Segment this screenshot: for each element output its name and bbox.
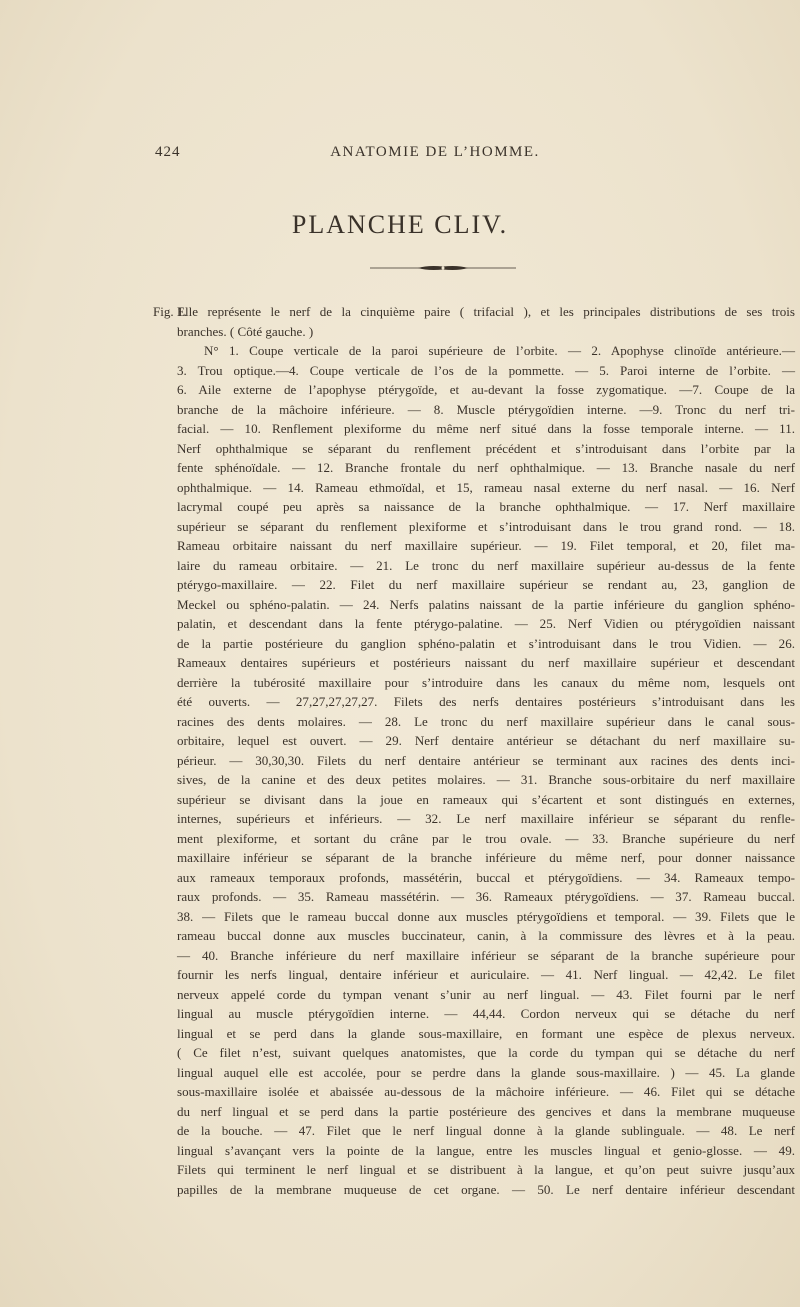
text-line: N° 1. Coupe verticale de la paroi supérieure de l’orbite. — 2. Apophyse clinoïde antérieure.—: [204, 343, 795, 358]
page-number: 424: [155, 144, 181, 160]
text-line: Rameau orbitaire naissant du nerf maxillaire supérieur. — 19. Filet temporal, et 20, filet ma-: [177, 538, 795, 553]
text-line: Elle représente le nerf de la cinquième paire ( trifacial ), et les principales distributions de ses trois: [177, 304, 795, 319]
text-line: ophthalmique. — 14. Rameau ethmoïdal, et 15, rameau nasal externe du nerf nasal. — 16. Nerf: [177, 479, 795, 495]
text-line: aux rameaux temporaux profonds, massétérin, buccal et ptérygoïdiens. — 34. Rameaux tempo-: [177, 869, 795, 885]
text-line: branche de la mâchoire inférieure. — 8. Muscle ptérygoïdien interne. —9. Tronc du nerf tri-: [177, 401, 795, 417]
text-line: Nerf ophthalmique se séparant du renflement précédent et s’introduisant dans l’orbite par la: [177, 440, 795, 456]
text-line: ( Ce filet n’est, suivant quelques anatomistes, que la corde du tympan qui se détache du nerf: [177, 1045, 795, 1060]
title-rule-ornament: [370, 264, 516, 272]
text-line: internes, supérieurs et inférieurs. — 32. Le nerf maxillaire inférieur se séparant du renfle-: [177, 811, 795, 826]
text-line: derrière la tubérosité maxillaire pour s’introduire dans les canaux du même nom, lesquels ont: [177, 674, 795, 690]
text-line: — 40. Branche inférieure du nerf maxillaire inférieur se séparant de la branche supérieure pour: [177, 947, 795, 963]
text-line: lingual et se perd dans la glande sous-maxillaire, en formant une espèce de plexus nerveux.: [177, 1025, 795, 1041]
plate-title: PLANCHE CLIV.: [291, 210, 509, 239]
text-line: du nerf lingual et se perd dans la partie postérieure des gencives et dans la membrane muqueuse: [177, 1103, 795, 1119]
text-line: lingual s’avançant vers la pointe de la langue, entre les muscles lingual et genio-glosse. — 49.: [177, 1142, 795, 1158]
text-line: fournir les nerfs lingual, dentaire inférieur et auriculaire. — 41. Nerf lingual. — 42,42. Le filet: [177, 967, 795, 982]
text-line: lingual auquel elle est accolée, pour se perdre dans la glande sous-maxillaire. ) — 45. La glande: [177, 1064, 795, 1080]
text-line: 3. Trou optique.—4. Coupe verticale de l’os de la pommette. — 5. Paroi interne de l’orbite. —: [177, 362, 795, 378]
text-line: 38. — Filets que le rameau buccal donne aux muscles ptérygoïdiens et temporal. — 39. Filets que le: [177, 908, 795, 924]
text-line: périeur. — 30,30,30. Filets du nerf dentaire antérieur se terminant aux racines des dents inci-: [177, 752, 795, 768]
text-line: facial. — 10. Renflement plexiforme du même nerf situé dans la fosse temporale interne. — 11.: [177, 421, 795, 436]
description-lines: [177, 302, 795, 1199]
text-line: Filets qui terminent le nerf lingual et se distribuent à la langue, et qu’on peut suivre jusqu’aux: [177, 1162, 795, 1177]
page-header: [155, 144, 715, 166]
text-line: rameau buccal donne aux muscles buccinateur, canin, à la commissure des lèvres et à la peau.: [177, 928, 795, 943]
text-line: orbitaire, lequel est ouvert. — 29. Nerf dentaire antérieur se détachant du nerf maxillaire su-: [177, 733, 795, 748]
text-line: lingual au muscle ptérygoïdien interne. — 44,44. Cordon nerveux qui se détache du nerf: [177, 1006, 795, 1021]
text-line: de la bouche. — 47. Filet que le nerf lingual donne à la glande sublinguale. — 48. Le nerf: [177, 1123, 795, 1138]
text-line: de la partie postérieure du ganglion sphéno-palatin et s’introduisant dans le trou Vidien. — 26.: [177, 635, 795, 651]
text-line: supérieur se divisant dans la joue en rameaux qui s’écartent et sont distingués en externes,: [177, 791, 795, 807]
text-line: Rameaux dentaires supérieurs et postérieurs naissant du nerf maxillaire supérieur et descendant: [177, 655, 795, 670]
text-line: sives, de la canine et des deux petites molaires. — 31. Branche sous-orbitaire du nerf maxillaire: [177, 772, 795, 787]
figure-description: [153, 302, 795, 1199]
text-line: branches. ( Côté gauche. ): [177, 323, 314, 339]
text-line: maxillaire inférieur se séparant de la branche inférieure du même nerf, pour donner naissance: [177, 850, 795, 865]
text-line: été ouverts. — 27,27,27,27,27. Filets des nerfs dentaires postérieurs s’introduisant dans les: [177, 694, 795, 709]
text-line: palatin, et descendant dans la fente ptérygo-palatine. — 25. Nerf Vidien ou ptérygoïdien naissant: [177, 616, 795, 631]
running-head: ANATOMIE DE L’HOMME.: [330, 144, 540, 160]
figure-label: Fig. 1.: [153, 304, 187, 319]
text-line: laire du rameau orbitaire. — 21. Le tronc du nerf maxillaire supérieur au-dessus de la fente: [177, 557, 795, 573]
text-line: ptérygo-maxillaire. — 22. Filet du nerf maxillaire supérieur se rendant au, 23, ganglion de: [177, 577, 795, 592]
text-line: raux profonds. — 35. Rameau massétérin. — 36. Rameaux ptérygoïdiens. — 37. Rameau buccal.: [177, 889, 795, 904]
text-line: lacrymal coupé peu après sa naissance de la branche ophthalmique. — 17. Nerf maxillaire: [177, 499, 795, 514]
text-line: nerveux appelé corde du tympan venant s’unir au nerf lingual. — 43. Filet fourni par le nerf: [177, 986, 795, 1002]
text-line: Meckel ou sphéno-palatin. — 24. Nerfs palatins naissant de la partie inférieure du ganglion sphéno-: [177, 596, 795, 612]
text-line: ment plexiforme, et sortant du crâne par le trou ovale. — 33. Branche supérieure du nerf: [177, 830, 795, 846]
text-line: 6. Aile externe de l’apophyse ptérygoïde, et au-devant la fosse zygomatique. —7. Coupe de la: [177, 382, 795, 397]
text-line: fente sphénoïdale. — 12. Branche frontale du nerf ophthalmique. — 13. Branche nasale du nerf: [177, 460, 795, 475]
text-line: supérieur se séparant du renflement plexiforme et s’introduisant dans le trou grand rond. — 18.: [177, 518, 795, 534]
text-line: papilles de la membrane muqueuse de cet organe. — 50. Le nerf dentaire inférieur descendant: [177, 1181, 795, 1197]
text-line: racines des dents molaires. — 28. Le tronc du nerf maxillaire supérieur dans le canal sous-: [177, 713, 795, 729]
text-line: sous-maxillaire isolée et abaissée au-dessous de la mâchoire inférieure. — 46. Filet qui se détache: [177, 1084, 795, 1099]
